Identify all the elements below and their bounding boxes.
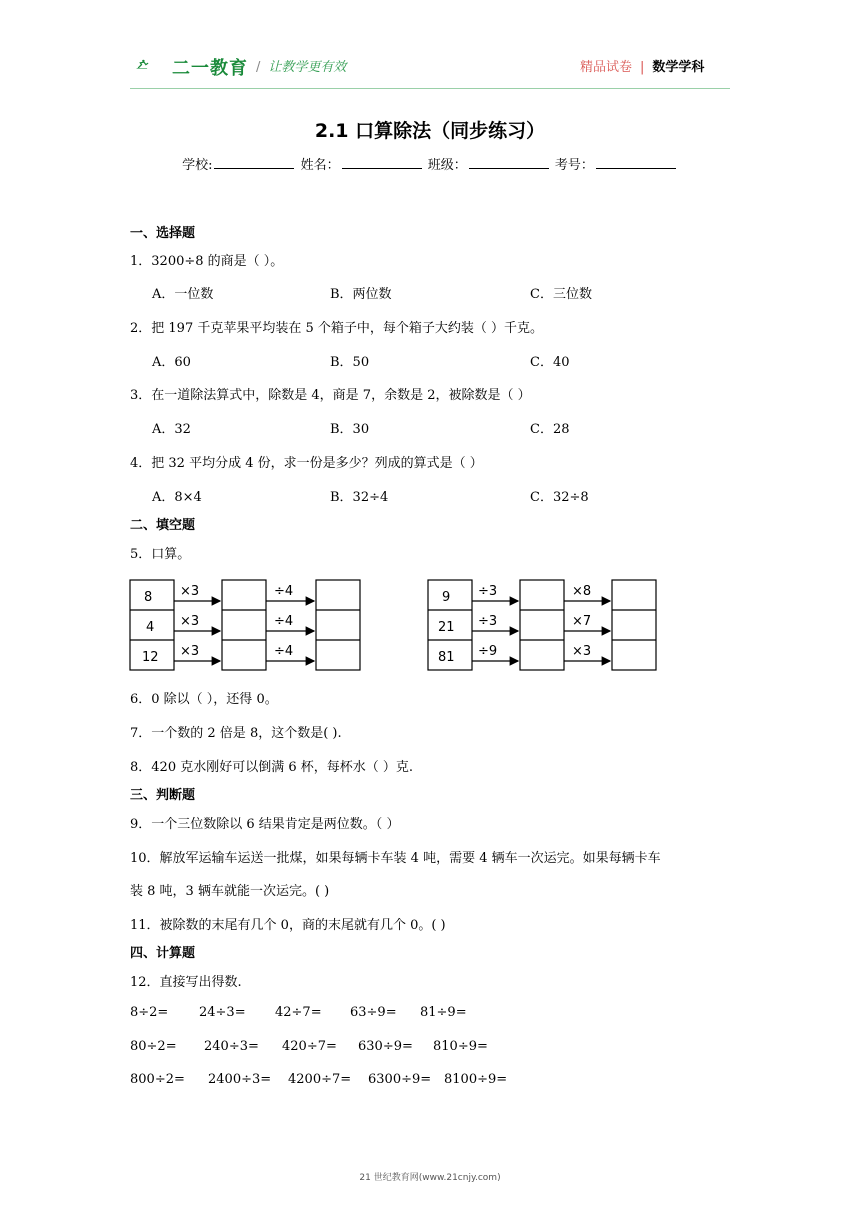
left-input-3: 12: [142, 650, 159, 665]
right-op2-1: ×8: [572, 584, 592, 599]
tag-subject: 数学学科: [652, 60, 705, 75]
q2-option-b[interactable]: B．50: [330, 355, 370, 370]
left-op2-1: ÷4: [274, 584, 294, 599]
q2-option-c[interactable]: C．40: [530, 355, 570, 370]
question-12: 12．直接写出得数.: [130, 975, 242, 990]
right-op1-2: ÷3: [478, 614, 498, 629]
question-6: 6．0 除以（ ），还得 0。: [130, 692, 278, 707]
right-op2-2: ×7: [572, 614, 592, 629]
question-8: 8．420 克水刚好可以倒满 6 杯，每杯水（ ）克.: [130, 760, 414, 775]
student-info: 学校: 姓名： 班级： 考号：: [0, 154, 860, 173]
name-field[interactable]: [342, 156, 422, 169]
header-divider: [130, 88, 730, 89]
right-input-1: 9: [442, 590, 451, 605]
school-field[interactable]: [214, 156, 294, 169]
exam-no-field[interactable]: [596, 156, 676, 169]
class-field[interactable]: [469, 156, 549, 169]
calc-row-2-4: 630÷9=: [358, 1039, 413, 1054]
calc-row-2-5: 810÷9=: [433, 1039, 488, 1054]
calc-row-2-2: 240÷3=: [204, 1039, 259, 1054]
section-fill: 二、填空题: [130, 518, 196, 533]
calc-row-3-3: 4200÷7=: [288, 1072, 352, 1087]
right-input-3: 81: [438, 650, 455, 665]
calc-row-3-2: 2400÷3=: [208, 1072, 272, 1087]
calc-row-3-1: 800÷2=: [130, 1072, 185, 1087]
section-judge: 三、判断题: [130, 788, 196, 803]
left-input-2: 4: [146, 620, 155, 635]
right-input-2: 21: [438, 620, 455, 635]
calc-row-2-1: 80÷2=: [130, 1039, 177, 1054]
question-10-line-1: 10．解放军运输车运送一批煤，如果每辆卡车装 4 吨，需要 4 辆车一次运完。如果每辆卡车: [130, 851, 661, 866]
calc-row-3-4: 6300÷9=: [368, 1072, 432, 1087]
q4-option-c[interactable]: C．32÷8: [530, 490, 589, 505]
logo-text: 二一教育: [172, 58, 248, 79]
q3-option-a[interactable]: A．32: [152, 422, 191, 437]
footer-source: 21 世纪教育网(www.21cnjy.com): [359, 1173, 501, 1183]
right-op1-1: ÷3: [478, 584, 498, 599]
left-op1-3: ×3: [180, 644, 200, 659]
slogan: / 让教学更有效: [256, 60, 347, 75]
section-calc: 四、计算题: [130, 946, 196, 961]
left-op1-2: ×3: [180, 614, 200, 629]
question-11: 11．被除数的末尾有几个 0，商的末尾就有几个 0。( ): [130, 918, 446, 933]
calc-row-2-3: 420÷7=: [282, 1039, 337, 1054]
q4-option-a[interactable]: A．8×4: [152, 490, 202, 505]
diagram-right: [426, 576, 662, 672]
calc-row-1-4: 63÷9=: [350, 1005, 397, 1020]
question-2: 2．把 197 千克苹果平均装在 5 个箱子中，每个箱子大约装（ ）千克。: [130, 321, 544, 336]
q1-option-c[interactable]: C．三位数: [530, 287, 592, 302]
calc-row-1-5: 81÷9=: [420, 1005, 467, 1020]
tag-premium: 精品试卷: [580, 60, 633, 75]
calc-row-1-2: 24÷3=: [199, 1005, 246, 1020]
q1-option-b[interactable]: B．两位数: [330, 287, 392, 302]
q2-option-a[interactable]: A．60: [152, 355, 191, 370]
right-op2-3: ×3: [572, 644, 592, 659]
question-9: 9．一个三位数除以 6 结果肯定是两位数。（ ）: [130, 817, 400, 832]
q3-option-b[interactable]: B．30: [330, 422, 370, 437]
diagram-left: [128, 576, 364, 672]
q3-option-c[interactable]: C．28: [530, 422, 570, 437]
question-10-line-2: 装 8 吨，3 辆车就能一次运完。( ): [130, 884, 330, 899]
q1-option-a[interactable]: A．一位数: [152, 287, 214, 302]
page-title: 2.1 口算除法（同步练习）: [314, 120, 546, 142]
left-input-1: 8: [144, 590, 153, 605]
section-choice: 一、选择题: [130, 226, 196, 241]
question-1: 1．3200÷8 的商是（ ）。: [130, 254, 284, 269]
calc-row-1-3: 42÷7=: [275, 1005, 322, 1020]
q4-option-b[interactable]: B．32÷4: [330, 490, 389, 505]
right-op1-3: ÷9: [478, 644, 498, 659]
question-5: 5．口算。: [130, 547, 191, 562]
calc-row-3-5: 8100÷9=: [444, 1072, 508, 1087]
question-3: 3．在一道除法算式中，除数是 4，商是 7，余数是 2，被除数是（ ）: [130, 388, 531, 403]
left-op1-1: ×3: [180, 584, 200, 599]
question-7: 7．一个数的 2 倍是 8，这个数是( ).: [130, 726, 342, 741]
left-op2-2: ÷4: [274, 614, 294, 629]
calc-row-1-1: 8÷2=: [130, 1005, 169, 1020]
header-tags: 精品试卷 | 数学学科: [580, 60, 705, 75]
question-4: 4．把 32 平均分成 4 份，求一份是多少？列成的算式是（ ）: [130, 456, 483, 471]
left-op2-3: ÷4: [274, 644, 294, 659]
runner-logo-icon: [136, 48, 176, 80]
